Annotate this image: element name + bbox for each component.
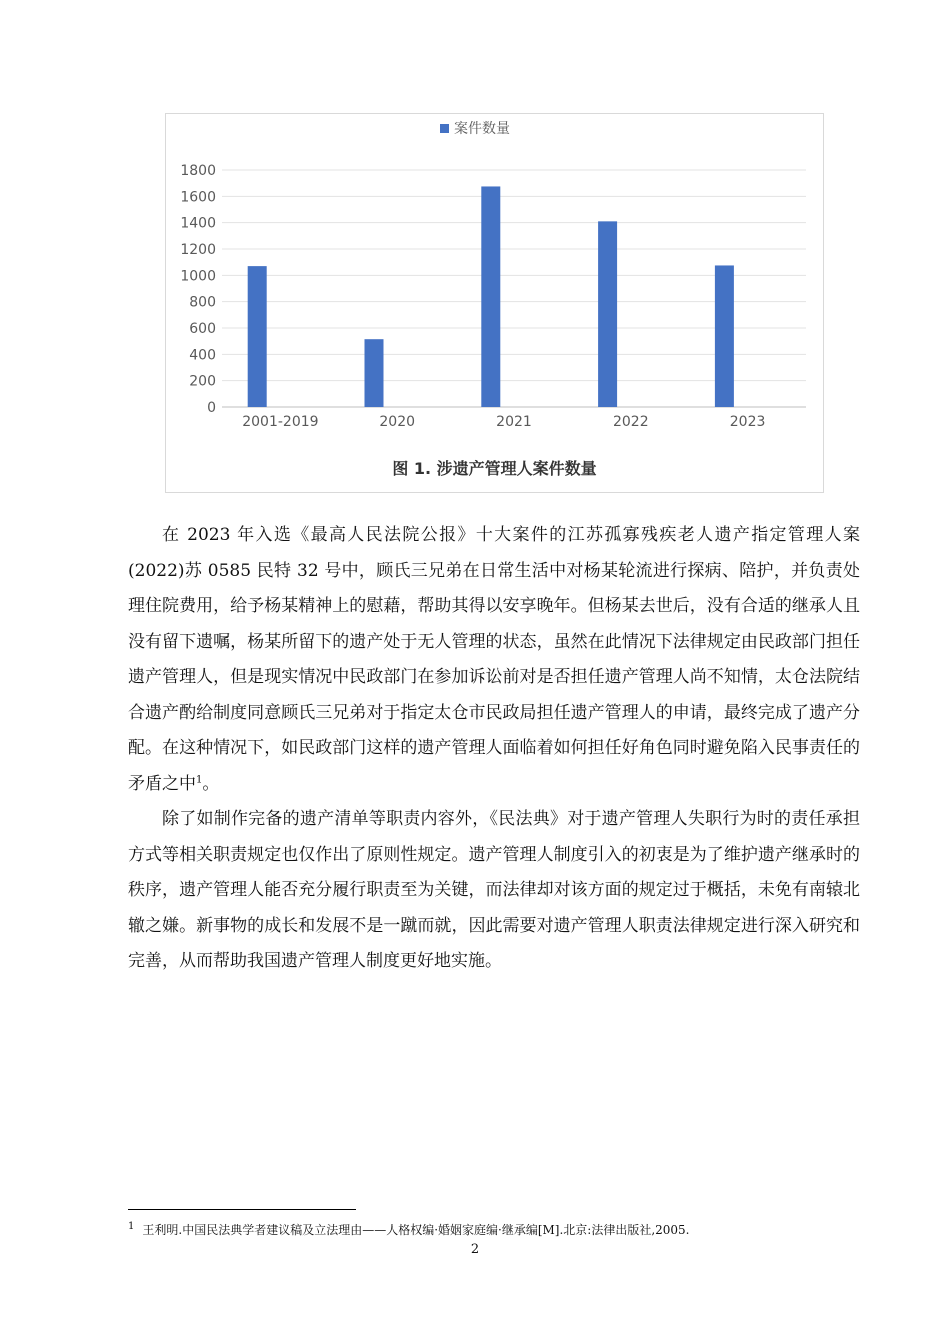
y-tick-label: 1400 [180,215,216,232]
x-tick-label: 2022 [612,414,649,430]
footnote-mark: 1 [128,1221,135,1232]
legend-label: 案件数量 [454,121,510,137]
bar-chart [0,0,950,500]
x-tick-label: 2020 [379,414,416,430]
paragraph-2: 除了如制作完备的遗产清单等职责内容外，《民法典》对于遗产管理人失职行为时的责任承担方式等相关职责规定也仅作出了原则性规定。遗产管理人制度引入的初衷是为了维护遗产继承时的秩序，遗产管理人能否充分履行职责至为关键，而法律却对该方面的规定过于概括，未免有南辕北辙之嫌。新事物的成长和发展不是一蹴而就，因此需要对遗产管理人职责法律规定进行深入研究和完善，从而帮助我国遗产管理人制度更好地实施。 [128,809,860,971]
body-text [128,518,860,980]
x-tick-label: 2001-2019 [242,414,319,430]
footnote [128,1222,858,1238]
y-tick-label: 1200 [180,242,216,258]
bar [481,186,500,407]
y-tick-label: 1600 [180,189,216,206]
x-tick-label: 2021 [496,414,532,430]
footnote-divider [128,1209,356,1210]
legend-swatch [440,124,449,133]
figure-caption: 图 1. 涉遗产管理人案件数量 [392,459,597,478]
paragraph-1-text: 在 2023 年入选《最高人民法院公报》十大案件的江苏孤寡残疾老人遗产指定管理人案(2022)苏 0585 民特 32 号中，顾氏三兄弟在日常生活中对杨某轮流进行探病、陪护，并负责处理住院费用，给予杨某精神上的慰藉，帮助其得以安享晚年。但杨某去世后，没有合适的继承人且没有留下遗嘱，杨某所留下的遗产处于无人管理的状态，虽然在此情况下法律规定由民政部门担任遗产管理人，但是现实情况中民政部门在参加诉讼前对是否担任遗产管理人尚不知情，太仓法院结合遗产酌给制度同意顾氏三兄弟对于指定太仓市民政局担任遗产管理人的申请，最终完成了遗产分配。在这种情况下，如民政部门这样的遗产管理人面临着如何担任好角色同时避免陷入民事责任的矛盾之中 [128,525,860,794]
y-tick-label: 1000 [180,268,216,285]
bar [598,221,617,407]
y-tick-label: 800 [189,294,216,311]
footnote-text: 王利明.中国民法典学者建议稿及立法理由——人格权编·婚姻家庭编·继承编[M].北京:法律出版社,2005. [142,1223,690,1237]
footnote-ref[interactable]: 1 [196,773,203,785]
y-tick-label: 0 [207,400,216,416]
paragraph-1-end: 。 [202,773,220,794]
y-tick-label: 600 [189,321,216,337]
x-tick-label: 2023 [729,414,766,430]
paragraph-1 [128,518,860,802]
y-tick-label: 200 [189,373,216,390]
bar [364,339,383,407]
y-tick-label: 1800 [180,163,216,179]
page-number: 2 [470,1242,480,1257]
bar [248,266,267,407]
bar [715,265,734,407]
y-tick-label: 400 [189,347,216,364]
chart-legend [0,118,950,138]
